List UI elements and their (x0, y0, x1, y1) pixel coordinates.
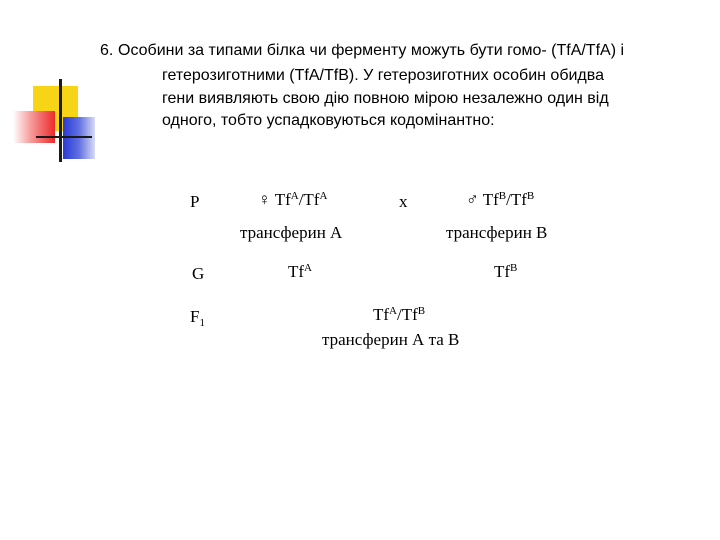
decor-vertical-line (59, 79, 62, 162)
male-phenotype: трансферин В (446, 223, 548, 242)
decor-blue-square (63, 117, 95, 159)
gamete-b: $Tf^B$ (494, 262, 518, 281)
female-phenotype: трансферин А (240, 223, 343, 242)
gamete-a: $Tf^A$ (288, 262, 312, 281)
paragraph-line-2: гетерозиготними (TfA/TfB). У гетерозиготних особин обидва (162, 67, 604, 84)
paragraph-line-3: гени виявляють свою дію повною мірою незалежно один від (162, 90, 609, 107)
male-genotype: ♂ $Tf^B/Tf^B$ (466, 190, 535, 209)
f1-genotype: $Tf^A/Tf^B$ (373, 305, 426, 324)
gametes-label: G (192, 264, 205, 283)
f1-phenotype: трансферин А та В (322, 330, 460, 349)
cross-sign: x (399, 192, 408, 211)
f1-label: $F_1$ (190, 307, 205, 329)
decor-horizontal-line (36, 136, 92, 138)
female-symbol: ♀ (258, 190, 271, 209)
parents-label: P (190, 192, 200, 211)
paragraph-line-1: Особини за типами білка чи ферменту можуть бути гомо- (TfA/TfA) і (118, 42, 625, 59)
female-genotype: ♀ $Tf^A/Tf^A$ (258, 190, 328, 209)
paragraph-line-4: одного, тобто успадковуються кодомінантно: (162, 112, 495, 129)
male-symbol: ♂ (466, 190, 479, 209)
decor-red-square (13, 111, 55, 143)
paragraph-number: 6. (100, 42, 114, 59)
